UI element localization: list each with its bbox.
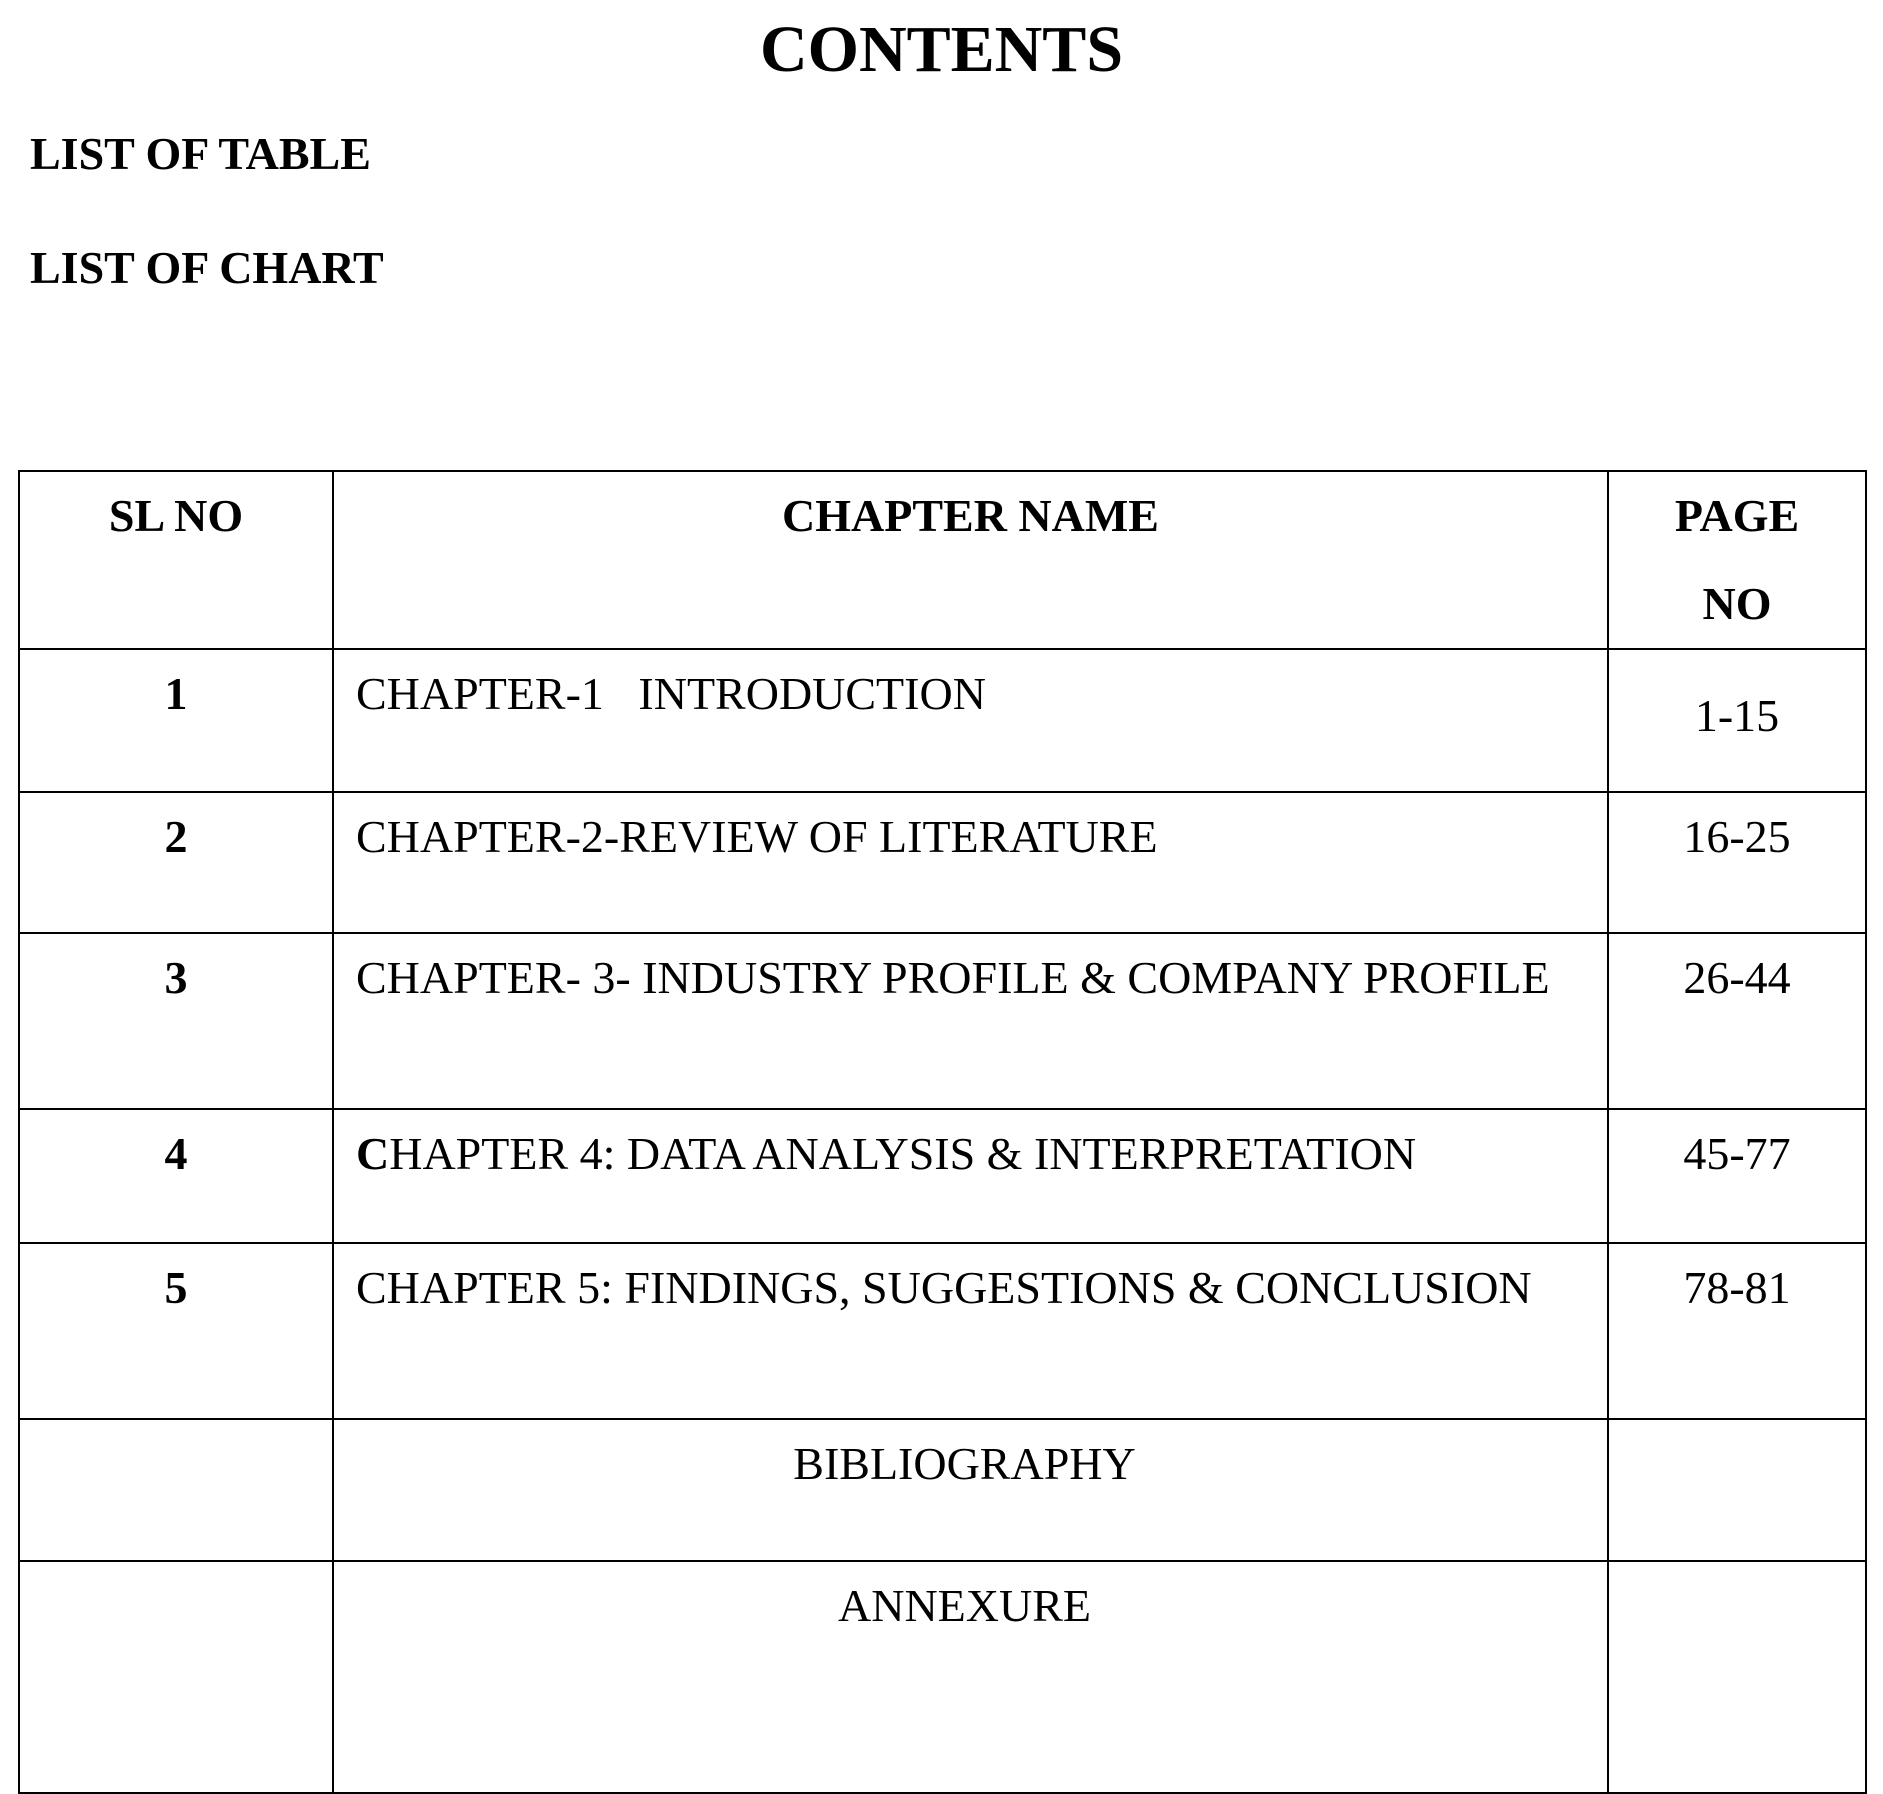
row-chapter-name: BIBLIOGRAPHY [333,1419,1608,1561]
contents-table [18,470,1867,1794]
list-of-table-heading: LIST OF TABLE [30,128,371,179]
row-sl-no: 4 [19,1109,333,1243]
row-chapter-name-first-letter: C [356,1128,390,1179]
header-page-no-line2: NO [1702,578,1772,629]
row-chapter-name: ANNEXURE [333,1561,1608,1793]
row-page-no: 78-81 [1608,1243,1866,1419]
row-page-no [1608,1561,1866,1793]
row-page-no: 45-77 [1608,1109,1866,1243]
header-chapter-name: CHAPTER NAME [333,471,1608,649]
row-chapter-name: CHAPTER-1 INTRODUCTION [333,649,1608,792]
table-row [19,792,1866,933]
row-sl-no: 3 [19,933,333,1109]
row-chapter-name: CHAPTER 5: FINDINGS, SUGGESTIONS & CONCLUSION [333,1243,1608,1419]
row-sl-no [19,1419,333,1561]
row-sl-no [19,1561,333,1793]
list-of-chart-heading: LIST OF CHART [30,242,384,293]
row-sl-no: 1 [19,649,333,792]
row-page-no [1608,1419,1866,1561]
table-header-row [19,471,1866,649]
table-row [19,1561,1866,1793]
row-page-no: 26-44 [1608,933,1866,1109]
table-row [19,1243,1866,1419]
table-row [19,1109,1866,1243]
row-page-no: 16-25 [1608,792,1866,933]
row-sl-no: 2 [19,792,333,933]
table-row [19,649,1866,792]
header-page-no-line1: PAGE [1674,490,1800,541]
table-row [19,933,1866,1109]
row-chapter-name: CHAPTER- 3- INDUSTRY PROFILE & COMPANY PROFILE [333,933,1608,1109]
row-chapter-name [333,1109,1608,1243]
header-sl-no: SL NO [19,471,333,649]
header-page-no [1608,471,1866,649]
row-chapter-name-rest: HAPTER 4: DATA ANALYSIS & INTERPRETATION [389,1128,1417,1179]
row-chapter-name: CHAPTER-2-REVIEW OF LITERATURE [333,792,1608,933]
row-sl-no: 5 [19,1243,333,1419]
table-row [19,1419,1866,1561]
row-page-no: 1-15 [1608,649,1866,792]
page-title: CONTENTS [759,13,1124,86]
